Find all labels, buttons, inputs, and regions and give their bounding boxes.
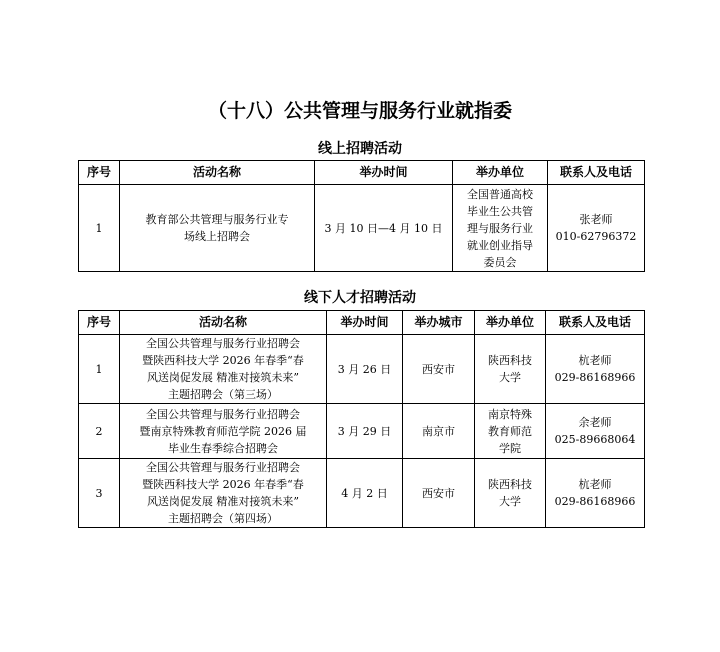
- activity-name: [120, 459, 327, 528]
- activity-name-line: 毕业生春季综合招聘会: [168, 441, 278, 455]
- activity-name-line: 暨陕西科技大学 2026 年春季“春: [142, 478, 304, 491]
- row-index: 1: [79, 335, 120, 404]
- offline-recruitment-table: [78, 310, 645, 528]
- organizer: [475, 459, 546, 528]
- col-header-activity-name: 活动名称: [120, 311, 327, 335]
- page-title: （十八）公共管理与服务行业就指委: [207, 100, 512, 122]
- contact-phone: 029-86168966: [554, 495, 636, 508]
- activity-name-line: 暨南京特殊教育师范学院 2026 届: [139, 424, 307, 438]
- organizer: [475, 335, 546, 404]
- table-row: [79, 185, 645, 272]
- table-row: [79, 459, 645, 528]
- col-header-time: 举办时间: [315, 161, 453, 185]
- offline-section-title: 线下人才招聘活动: [304, 290, 416, 306]
- organizer: [475, 404, 546, 459]
- activity-name-line: 场线上招聘会: [184, 230, 250, 243]
- contact-name: 张老师: [579, 213, 613, 226]
- activity-name-line: 风送岗促发展 精准对接筑未来”: [146, 495, 300, 508]
- contact: [546, 404, 645, 459]
- activity-name: [120, 404, 327, 459]
- table-row: [79, 404, 645, 459]
- contact-name: 余老师: [578, 416, 612, 429]
- organizer-line: 理与服务行业: [467, 221, 533, 235]
- table-header-row: [79, 161, 645, 185]
- activity-name: [120, 185, 315, 272]
- activity-time: 3 月 10 日—4 月 10 日: [315, 185, 453, 272]
- col-header-organizer: 举办单位: [453, 161, 548, 185]
- organizer: [453, 185, 548, 272]
- col-header-activity-name: 活动名称: [120, 161, 315, 185]
- organizer-line: 委员会: [483, 255, 517, 269]
- organizer-line: 毕业生公共管: [467, 204, 533, 218]
- organizer-line: 大学: [499, 371, 521, 384]
- activity-name-line: 主题招聘会（第三场）: [168, 388, 278, 401]
- col-header-contact: 联系人及电话: [546, 311, 645, 335]
- organizer-line: 陕西科技: [488, 478, 532, 491]
- activity-name-line: 风送岗促发展 精准对接筑未来”: [146, 371, 300, 384]
- online-recruitment-table: [78, 160, 645, 272]
- contact: [546, 459, 645, 528]
- row-index: 3: [79, 459, 120, 528]
- organizer-line: 南京特殊: [488, 407, 532, 421]
- col-header-contact: 联系人及电话: [548, 161, 645, 185]
- activity-time: 3 月 29 日: [327, 404, 403, 459]
- contact: [548, 185, 645, 272]
- activity-name-line: 全国公共管理与服务行业招聘会: [146, 407, 300, 421]
- activity-name: [120, 335, 327, 404]
- activity-city: 西安市: [403, 335, 475, 404]
- col-header-time: 举办时间: [327, 311, 403, 335]
- online-section-title: 线上招聘活动: [318, 141, 402, 157]
- col-header-city: 举办城市: [403, 311, 475, 335]
- organizer-line: 陕西科技: [488, 354, 532, 367]
- contact: [546, 335, 645, 404]
- col-header-organizer: 举办单位: [475, 311, 546, 335]
- table-header-row: [79, 311, 645, 335]
- organizer-line: 学院: [499, 441, 521, 455]
- organizer-line: 全国普通高校: [467, 187, 533, 201]
- col-header-index: 序号: [79, 311, 120, 335]
- row-index: 2: [79, 404, 120, 459]
- activity-time: 3 月 26 日: [327, 335, 403, 404]
- activity-name-line: 全国公共管理与服务行业招聘会: [146, 461, 300, 474]
- contact-name: 杭老师: [578, 354, 612, 367]
- contact-name: 杭老师: [578, 478, 612, 491]
- contact-phone: 025-89668064: [554, 433, 636, 446]
- activity-city: 西安市: [403, 459, 475, 528]
- table-row: [79, 335, 645, 404]
- contact-phone: 029-86168966: [554, 371, 636, 384]
- organizer-line: 大学: [499, 495, 521, 508]
- activity-city: 南京市: [403, 404, 475, 459]
- organizer-line: 就业创业指导: [467, 238, 533, 252]
- activity-name-line: 全国公共管理与服务行业招聘会: [146, 337, 300, 350]
- activity-name-line: 主题招聘会（第四场）: [168, 512, 278, 525]
- organizer-line: 教育师范: [488, 424, 532, 438]
- activity-name-line: 教育部公共管理与服务行业专: [145, 213, 289, 226]
- contact-phone: 010-62796372: [555, 230, 637, 243]
- row-index: 1: [79, 185, 120, 272]
- activity-time: 4 月 2 日: [327, 459, 403, 528]
- activity-name-line: 暨陕西科技大学 2026 年春季“春: [142, 354, 304, 367]
- col-header-index: 序号: [79, 161, 120, 185]
